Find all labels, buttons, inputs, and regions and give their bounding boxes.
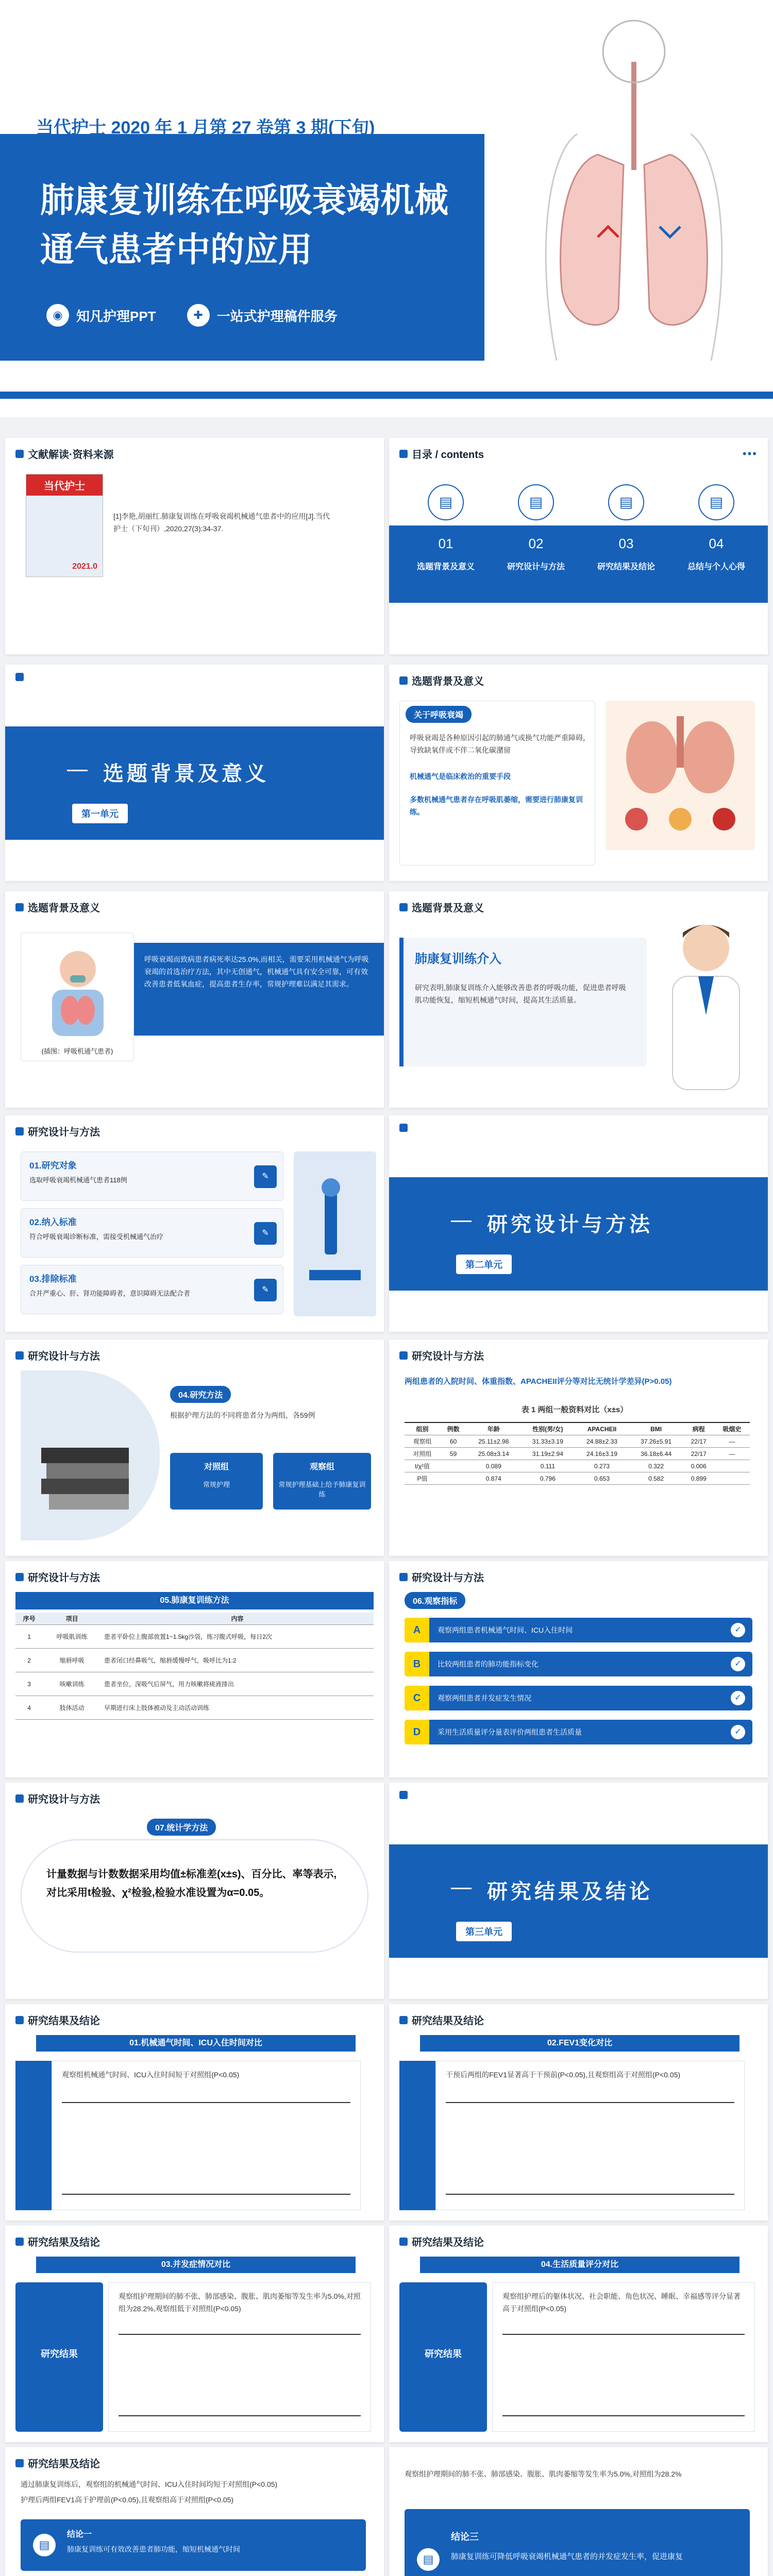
- title-line-2: 通气患者中的应用: [40, 230, 312, 268]
- slide-design-1: [5, 1115, 384, 1332]
- check-icon: ✓: [731, 1725, 745, 1739]
- table-row: 1 呼吸肌训练 患者平卧位上腹部放置1~1.5kg沙袋，练习腹式呼吸，每日2次: [15, 1625, 374, 1649]
- slide-section-1: [5, 665, 384, 881]
- document-icon: ▤: [698, 484, 734, 520]
- conclusion-3-box: 结论三 肺康复训练可降低呼吸衰竭机械通气患者的并发症发生率，促进康复 ▤: [405, 2509, 750, 2576]
- toc-item-01[interactable]: [410, 484, 482, 598]
- table-row: 3 咳嗽训练 患者坐位，深吸气后屏气，用力咳嗽将痰液排出: [15, 1672, 374, 1696]
- slide-header: 研究结果及结论: [399, 2234, 484, 2249]
- unit-badge: 第一单元: [72, 804, 128, 823]
- training-table: 序号 项目 内容 1 呼吸肌训练 患者平卧位上腹部放置1~1.5kg沙袋，练习腹式呼吸，每日2次 2 缩唇呼吸 患者闭口经鼻吸气，缩唇缓慢呼气，吸呼比为1:2 3 咳嗽训练 患者坐位，深吸气后屏气，用力咳嗽将痰液排出 4 肢体活动 早期进行床上肢体被动及主动活动训练: [15, 1613, 374, 1720]
- cover-tags: [46, 304, 338, 327]
- slide-header: 研究设计与方法: [15, 1569, 100, 1584]
- slide-header: 文献解读·资料来源: [15, 446, 114, 461]
- slide-header: 研究结果及结论: [399, 2012, 484, 2027]
- slide-design-3: 研究设计与方法 两组患者的入院时间、体重指数、APACHEII评分等对比无统计学差异(P>0.05) 表 1 两组一般资料对比（x±s） 组别 例数 年龄 性别(男/女) APACHEII BMI 病程 吸烟史 观察组 60 25.11±2.98 31.33±3.19 24.88±2.33 37.26±5.91 22/17 — 对照组 59 25.08±3.14 31.19±2.94 24.16±3.19 36.18±6.44 22/17 — t/χ²值 0.089 0.111 0.273 0.322 0.006 P值 0.874 0.796 0.653 0.582 0.899: [389, 1340, 768, 1556]
- cover-title: [40, 175, 504, 274]
- journal-line: 当代护士 2020 年 1 月第 27 卷第 3 期(下旬): [36, 118, 375, 138]
- box-title: 肺康复训练介入: [415, 952, 501, 966]
- lung-anatomy-icon: [484, 0, 773, 417]
- result-table-placeholder: [446, 2102, 734, 2195]
- cover-slide: [0, 0, 773, 417]
- patient-image: (插图：呼吸机通气患者): [21, 933, 134, 1061]
- feature-icon: ✎: [254, 1279, 277, 1301]
- organs-icon: [606, 701, 755, 850]
- slide-header: 研究设计与方法: [399, 1569, 484, 1584]
- slide-result-4: 研究结果及结论 04.生活质量评分对比 研究结果 观察组护理后的躯体状况、社会职能、角色状况、睡眠、幸福感等评分显著高于对照组(P<0.05): [389, 2226, 768, 2442]
- clipboard-icon: ▤: [33, 2534, 56, 2556]
- reference-text: [1]李艳,胡丽红.肺康复训练在呼吸衰竭机械通气患者中的应用[J].当代护士（下旬刊）,2020,27(3):34-37.: [113, 512, 330, 533]
- slide-design-5: [389, 1561, 768, 1777]
- section-title: 研究结果及结论: [487, 1880, 653, 1903]
- ventilator-patient-icon: [21, 933, 135, 1041]
- feature-icon: ✎: [254, 1222, 277, 1245]
- slide-result-3: 研究结果及结论 03.并发症情况对比 研究结果 观察组护理期间的肺不张、肺部感染、腹胀、肌肉萎缩等发生率为5.0%,对照组为28.2%,观察组低于对照组(P<0.05): [5, 2226, 384, 2442]
- table-row: 观察组 60 25.11±2.98 31.33±3.19 24.88±2.33 37.26±5.91 22/17 —: [405, 1435, 750, 1448]
- pill-label: 04.研究方法: [170, 1386, 231, 1403]
- table-row: 4 肢体活动 早期进行床上肢体被动及主动活动训练: [15, 1696, 374, 1720]
- design-item: 03.排除标准 合并严重心、肝、肾功能障碍者，意识障碍无法配合者 ✎: [21, 1265, 283, 1314]
- doctor-figure: [657, 912, 755, 1097]
- slide-contents: [389, 438, 768, 654]
- table-row: 2 缩唇呼吸 患者闭口经鼻吸气，缩唇缓慢呼气，吸呼比为1:2: [15, 1649, 374, 1672]
- table-row: P值 0.874 0.796 0.653 0.582 0.899: [405, 1472, 750, 1485]
- conclusion-1-box: 结论一 肺康复训练可有效改善患者肺功能，缩短机械通气时间 ▤: [21, 2519, 366, 2571]
- cover-illustration: [484, 0, 773, 417]
- tag-ppt: ◉ 知凡护理PPT: [46, 304, 156, 327]
- toc-item-04[interactable]: [680, 484, 752, 598]
- tag-service: ✚ 一站式护理稿件服务: [187, 304, 338, 327]
- table-row: 对照组 59 25.08±3.14 31.19±2.94 24.16±3.19 36.18±6.44 22/17 —: [405, 1448, 750, 1460]
- clipboard-icon: ▤: [417, 2548, 440, 2571]
- research-image: [294, 1151, 376, 1316]
- unit-badge: 第三单元: [456, 1922, 512, 1941]
- slide-header: 研究设计与方法: [15, 1124, 100, 1139]
- slide-section-2: [389, 1115, 768, 1332]
- table-row: t/χ²值 0.089 0.111 0.273 0.322 0.006: [405, 1460, 750, 1472]
- result-table-placeholder: [62, 2102, 350, 2195]
- control-group-box: 对照组 常规护理: [170, 1453, 263, 1510]
- pill-label: 07.统计学方法: [147, 1819, 216, 1836]
- check-icon: ✓: [731, 1657, 745, 1671]
- books-icon: [21, 1370, 155, 1540]
- slide-header: 目录 / contents: [399, 446, 484, 461]
- toc-label: 研究设计与方法: [507, 563, 565, 571]
- baseline-table: 组别 例数 年龄 性别(男/女) APACHEII BMI 病程 吸烟史 观察组 60 25.11±2.98 31.33±3.19 24.88±2.33 37.26±5.91 22/17 — 对照组 59 25.08±3.14 31.19±2.94 24.16±3.19 36.18±6.44 22/17 — t/χ²值 0.089 0.111 0.273 0.322 0.006 P值 0.874 0.796 0.653 0.582 0.899: [405, 1422, 750, 1485]
- cover-bottom-rule: [0, 392, 773, 399]
- toc-num: 04: [709, 536, 724, 551]
- section-band: [389, 1177, 768, 1291]
- slide-header: 研究设计与方法: [15, 1348, 100, 1363]
- indicator-item: A 观察两组患者机械通气时间、ICU入住时间 ✓: [405, 1618, 752, 1642]
- slide-header: 研究结果及结论: [15, 2455, 100, 2470]
- pill-label: 06.观察指标: [405, 1592, 465, 1609]
- slide-header: 研究设计与方法: [15, 1791, 100, 1806]
- slide-design-4: 研究设计与方法 05.肺康复训练方法 序号 项目 内容 1 呼吸肌训练 患者平卧位上腹部放置1~1.5kg沙袋，练习腹式呼吸，每日2次 2 缩唇呼吸 患者闭口经鼻吸气，缩唇缓慢呼气，吸呼比为1:2 3 咳嗽训练 患者坐位，深吸气后屏气，用力咳嗽将痰液排出 4 肢体活动 早期进行床上肢体被动及主动活动训练: [5, 1561, 384, 1777]
- section-band: [5, 726, 384, 840]
- result-table-placeholder: [502, 2334, 745, 2416]
- title-line-1: 肺康复训练在呼吸衰竭机械: [40, 181, 448, 219]
- toc-item-02[interactable]: [500, 484, 572, 598]
- check-icon: ✓: [731, 1691, 745, 1705]
- slide-header: 选题背景及意义: [399, 900, 484, 914]
- background-card: [399, 701, 595, 866]
- toc-num: 01: [438, 536, 453, 551]
- toc-label: 研究结果及结论: [597, 563, 655, 571]
- section-title: 选题背景及意义: [103, 762, 269, 785]
- indicator-item: C 观察两组患者并发症发生情况 ✓: [405, 1686, 752, 1710]
- more-icon: •••: [742, 447, 758, 460]
- check-icon: ✓: [731, 1623, 745, 1637]
- slide-result-2: 研究结果及结论 02.FEV1变化对比 干预后两组的FEV1显著高于干预前(P<0.05),且观察组高于对照组(P<0.05): [389, 2004, 768, 2221]
- slide-header: 研究结果及结论: [15, 2012, 100, 2027]
- slide-conclusion-2: 观察组护理期间的肺不张、肺部感染、腹胀、肌肉萎缩等发生率为5.0%,对照组为28.2% 结论三 肺康复训练可降低呼吸衰竭机械通气患者的并发症发生率，促进康复 ▤: [389, 2447, 768, 2576]
- toc-num: 03: [618, 536, 634, 551]
- section-band: [389, 1844, 768, 1958]
- slide-conclusion-1: 研究结果及结论 通过肺康复训练后，观察组的机械通气时间、ICU入住时间均短于对照组(P<0.05) 护理后两组FEV1高于护理前(P<0.05),且观察组高于对照组(P<0.05) 结论一 肺康复训练可有效改善患者肺功能，缩短机械通气时间 ▤: [5, 2447, 384, 2576]
- slide-header: 选题背景及意义: [15, 900, 100, 914]
- books-image: [21, 1370, 160, 1540]
- toc-num: 02: [528, 536, 544, 551]
- design-item: 02.纳入标准 符合呼吸衰竭诊断标准，需接受机械通气治疗 ✎: [21, 1208, 283, 1258]
- slide-header: 研究设计与方法: [399, 1348, 484, 1363]
- indicator-item: D 采用生活质量评分量表评价两组患者生活质量 ✓: [405, 1720, 752, 1744]
- slide-background-2: 选题背景及意义 (插图：呼吸机通气患者) 呼吸衰竭而致病患者病死率达25.0%,而相关，需要采用机械通气为呼吸衰竭的首选治疗方法，其中无创通气，机械通气具有安全可靠，可有效改善患者低氧血症，提高患者生存率，常规护理难以满足其需求。: [5, 891, 384, 1108]
- toc-label: 总结与个人心得: [687, 563, 745, 571]
- slide-header: 选题背景及意义: [399, 673, 484, 688]
- pill-label: 关于呼吸衰竭: [406, 706, 472, 723]
- toc-item-03[interactable]: [590, 484, 662, 598]
- section-title: 研究设计与方法: [487, 1213, 653, 1236]
- plus-icon: ✚: [187, 304, 210, 327]
- design-item: 01.研究对象 选取呼吸衰竭机械通气患者118例 ✎: [21, 1151, 283, 1201]
- slide-header: 研究结果及结论: [15, 2234, 100, 2249]
- result-table-placeholder: [119, 2334, 361, 2416]
- slide-design-6: 研究设计与方法 07.统计学方法 计量数据与计数数据采用均值±标准差(x±s)、百分比、率等表示,对比采用t检验、χ²检验,检验水准设置为α=0.05。: [5, 1783, 384, 1999]
- feature-icon: ✎: [254, 1165, 277, 1188]
- microscope-icon: [294, 1151, 376, 1316]
- slide-background-1: 选题背景及意义 关于呼吸衰竭 呼吸衰竭是各种原因引起的肺通气或换气功能严重障碍，导致缺氧伴或不伴二氧化碳潴留 机械通气是临床救治的重要手段 多数机械通气患者存在呼吸肌萎缩，需要进行肺康复训练。: [389, 665, 768, 881]
- slide-section-3: [389, 1783, 768, 1999]
- document-icon: ▤: [608, 484, 644, 520]
- slide-result-1: 研究结果及结论 01.机械通气时间、ICU入住时间对比 观察组机械通气时间、ICU入住时间短于对照组(P<0.05): [5, 2004, 384, 2221]
- slide-background-3: 选题背景及意义 肺康复训练介入 研究表明,肺康复训练介入能够改善患者的呼吸功能，促进患者呼吸肌功能恢复，缩短机械通气时间，提高其生活质量。: [389, 891, 768, 1108]
- camera-icon: ◉: [46, 304, 69, 327]
- slide-source: [5, 438, 384, 654]
- unit-badge: 第二单元: [456, 1255, 512, 1274]
- organ-illustration: [606, 701, 755, 850]
- journal-cover: 当代护士 2021.0: [26, 474, 103, 577]
- document-icon: ▤: [428, 484, 464, 520]
- indicator-item: B 比较两组患者的肺功能指标变化 ✓: [405, 1652, 752, 1676]
- document-icon: ▤: [518, 484, 554, 520]
- doctor-icon: [657, 912, 755, 1097]
- slide-design-2: 研究设计与方法 04.研究方法 根据护理方法的不同将患者分为两组，各59例 对照组 常规护理 观察组 常规护理基础上给予肺康复训练: [5, 1340, 384, 1556]
- toc-label: 选题背景及意义: [416, 563, 475, 571]
- observation-group-box: 观察组 常规护理基础上给予肺康复训练: [273, 1453, 371, 1510]
